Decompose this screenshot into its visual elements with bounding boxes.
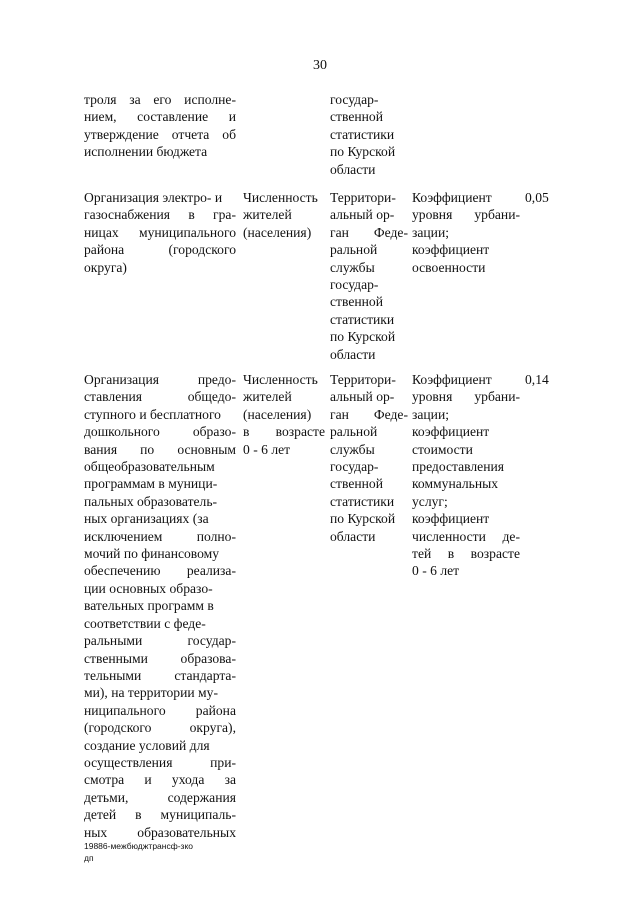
text-line: ницах муниципального <box>84 224 236 240</box>
text-line: коммунальных <box>412 476 499 492</box>
row-1-indicator-cell <box>243 189 325 241</box>
text-line: пальных образователь- <box>84 493 218 509</box>
text-line: по Курской <box>330 511 396 527</box>
text-line: коэффициент <box>412 424 490 440</box>
text-line: альный ор- <box>330 207 395 223</box>
text-line: исполнении бюджета <box>84 144 208 160</box>
text-line: тей в возрасте <box>412 546 520 562</box>
text-line: ральными государ- <box>84 633 236 649</box>
text-line: вания по основным <box>84 441 236 457</box>
text-line: ственными образова- <box>84 650 236 666</box>
text-line: зации; <box>412 224 450 240</box>
text-line: статистики <box>330 493 395 509</box>
page-number: 30 <box>313 58 327 73</box>
text-line: осуществления при- <box>84 754 236 770</box>
text-line: в возрасте <box>243 424 325 440</box>
text-line: уровня урбани- <box>412 389 520 405</box>
text-line: государ- <box>330 459 379 475</box>
text-line: службы <box>330 259 375 275</box>
text-line: ственной <box>330 294 383 310</box>
document-footer <box>84 840 193 864</box>
text-line: ставления общедо- <box>84 389 236 405</box>
row-1-coefficient-cell <box>412 189 520 276</box>
text-line: альный ор- <box>330 389 395 405</box>
text-line: детьми, содержания <box>84 789 236 805</box>
text-line: смотра и ухода за <box>84 772 236 788</box>
footer-doc-code: 19886-межбюджтрансф-зко <box>84 841 193 851</box>
text-line: вательных программ в <box>84 598 214 614</box>
row-2-activity-cell <box>84 371 236 841</box>
text-line: услуг; <box>412 493 448 509</box>
text-line: общеобразовательным <box>84 459 215 475</box>
text-line: статистики <box>330 126 395 142</box>
text-line: округа) <box>84 259 127 275</box>
text-line: программам в муници- <box>84 476 218 492</box>
text-line: утверждение отчета об <box>84 126 236 142</box>
text-line: обеспечению реализа- <box>84 563 236 579</box>
text-line: ральной <box>330 242 378 258</box>
text-line: ственной <box>330 109 383 125</box>
text-line: по Курской <box>330 329 396 345</box>
row-2-source-cell <box>330 371 408 545</box>
text-line: области <box>330 346 376 362</box>
text-line: по Курской <box>330 144 396 160</box>
text-line: коэффициент <box>412 242 490 258</box>
text-line: ных образовательных <box>84 824 236 840</box>
text-line: Коэффициент <box>412 190 492 205</box>
text-line: освоенности <box>412 259 486 275</box>
text-line: жителей <box>243 389 292 405</box>
text-line: газоснабжения в гра- <box>84 207 236 223</box>
text-line: тельными стандарта- <box>84 667 236 683</box>
text-line: детей в муниципаль- <box>84 807 236 823</box>
text-line: 0,14 <box>525 372 549 387</box>
text-line: создание условий для <box>84 737 210 753</box>
row-0-activity-cell <box>84 91 236 161</box>
text-line: предоставления <box>412 459 505 475</box>
text-line: жителей <box>243 207 292 223</box>
text-line: (населения) <box>243 406 312 422</box>
text-line: службы <box>330 441 375 457</box>
text-line: зации; <box>412 406 450 422</box>
row-2-coefficient-cell <box>412 371 520 580</box>
text-line: статистики <box>330 311 395 327</box>
text-line: ственной <box>330 476 383 492</box>
row-2-weight-cell <box>525 371 559 388</box>
text-line: соответствии с феде- <box>84 615 206 631</box>
text-line: Численность <box>243 372 318 387</box>
row-2-indicator-cell <box>243 371 325 458</box>
text-line: ниципального района <box>84 702 236 718</box>
footer-doc-suffix: дп <box>84 853 94 863</box>
text-line: ступного и бесплатного <box>84 406 221 422</box>
row-1-source-cell <box>330 189 408 363</box>
text-line: Организация электро- и <box>84 190 223 205</box>
text-line: государ- <box>330 92 379 107</box>
row-1-activity-cell <box>84 189 236 276</box>
text-line: ми), на территории му- <box>84 685 218 701</box>
text-line: троля за его исполне- <box>84 92 236 107</box>
text-line: области <box>330 528 376 544</box>
text-line: Численность <box>243 190 318 205</box>
text-line: Коэффициент <box>412 372 492 387</box>
text-line: (городского округа), <box>84 720 236 736</box>
text-line: исключением полно- <box>84 528 236 544</box>
text-line: ции основных образо- <box>84 580 213 596</box>
text-line: ган Феде- <box>330 406 408 422</box>
text-line: 0 - 6 лет <box>412 563 460 579</box>
text-line: численности де- <box>412 528 520 544</box>
text-line: стоимости <box>412 441 473 457</box>
text-line: Организация предо- <box>84 372 236 387</box>
text-line: района (городского <box>84 242 236 258</box>
text-line: области <box>330 161 376 177</box>
text-line: ган Феде- <box>330 224 408 240</box>
text-line: нием, составление и <box>84 109 236 125</box>
row-0-source-cell <box>330 91 408 178</box>
text-line: мочий по финансовому <box>84 546 220 562</box>
text-line: Территори- <box>330 190 396 205</box>
row-1-weight-cell <box>525 189 559 206</box>
text-line: государ- <box>330 277 379 293</box>
text-line: 0,05 <box>525 190 549 205</box>
text-line: дошкольного образо- <box>84 424 236 440</box>
text-line: (населения) <box>243 224 312 240</box>
text-line: коэффициент <box>412 511 490 527</box>
text-line: уровня урбани- <box>412 207 520 223</box>
text-line: ральной <box>330 424 378 440</box>
text-line: 0 - 6 лет <box>243 441 291 457</box>
text-line: ных организациях (за <box>84 511 209 527</box>
text-line: Территори- <box>330 372 396 387</box>
